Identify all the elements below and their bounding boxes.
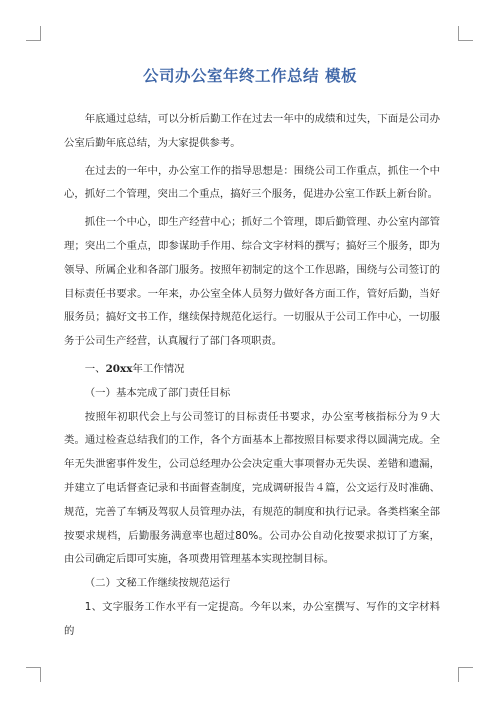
section-heading-work-status: [64, 358, 440, 382]
subsection-paragraph-2: 1、文字服务工作水平有一定提高。今年以来，办公室撰写、写作的文字材料的: [64, 600, 440, 637]
crop-mark-top-left: [26, 26, 41, 41]
intro-paragraph: 年底通过总结，可以分析后勤工作在过去一年中的成绩和过失，下面是公司办公室后勤年底总结，为大家提供参考。: [64, 113, 440, 149]
section-title-text: 年工作情况: [132, 362, 185, 375]
document-body: [64, 108, 440, 644]
subsection-heading-2: （二）文秘工作继续按规范运行: [84, 577, 231, 590]
crop-mark-top-right: [458, 26, 473, 41]
section-year: 20xx: [105, 362, 133, 375]
section-number: 一、: [84, 362, 106, 375]
work-approach-paragraph: 抓住一个中心，即生产经营中心；抓好二个管理，即后勤管理、办公室内部管理；突出二个重点，即参谋助手作用、综合文字材料的撰写；搞好三个服务，即为领导、所属企业和各部门服务。按照年初制定的这个工作思路，围绕与公司签订的目标责任书要求。一年来，办公室全体人员努力做好各方面工作，管好后勤，当好服务员；搞好文书工作，继续保持规范化运行。一切服从于公司工作中心，一切服务于公司生产经营，认真履行了部门各项职责。: [64, 216, 440, 348]
document-title: 公司办公室年终工作总结 模板: [143, 67, 357, 85]
crop-mark-bottom-right: [458, 667, 473, 682]
guiding-idea-paragraph: 在过去的一年中，办公室工作的指导思想是：围绕公司工作重点，抓住一个中心，抓好二个管理，突出二个重点，搞好三个服务，促进办公室工作跃上新台阶。: [64, 164, 440, 201]
subsection-paragraph-1: 按照年初职代会上与公司签订的目标责任书要求，办公室考核指标分为９大类。通过检查总结我们的工作，各个方面基本上都按照目标要求得以圆满完成。全年无失泄密事件发生，公司总经理办公会决定重大事项督办无失误、差错和遗漏，并建立了电话督查记录和书面督查制度，完成调研报告４篇，公文运行及时准确、规范，完善了车辆及驾驭人员管理办法，有规范的制度和执行记录。各类档案全部按要求规档，后勤服务满意率也超过80%。公司办公自动化按要求拟订了方案，由公司确定后即可实施，各项费用管理基本实现控制目标。: [64, 410, 440, 566]
subsection-heading-1: （一）基本完成了部门责任目标: [84, 386, 231, 399]
crop-mark-bottom-left: [26, 667, 41, 682]
